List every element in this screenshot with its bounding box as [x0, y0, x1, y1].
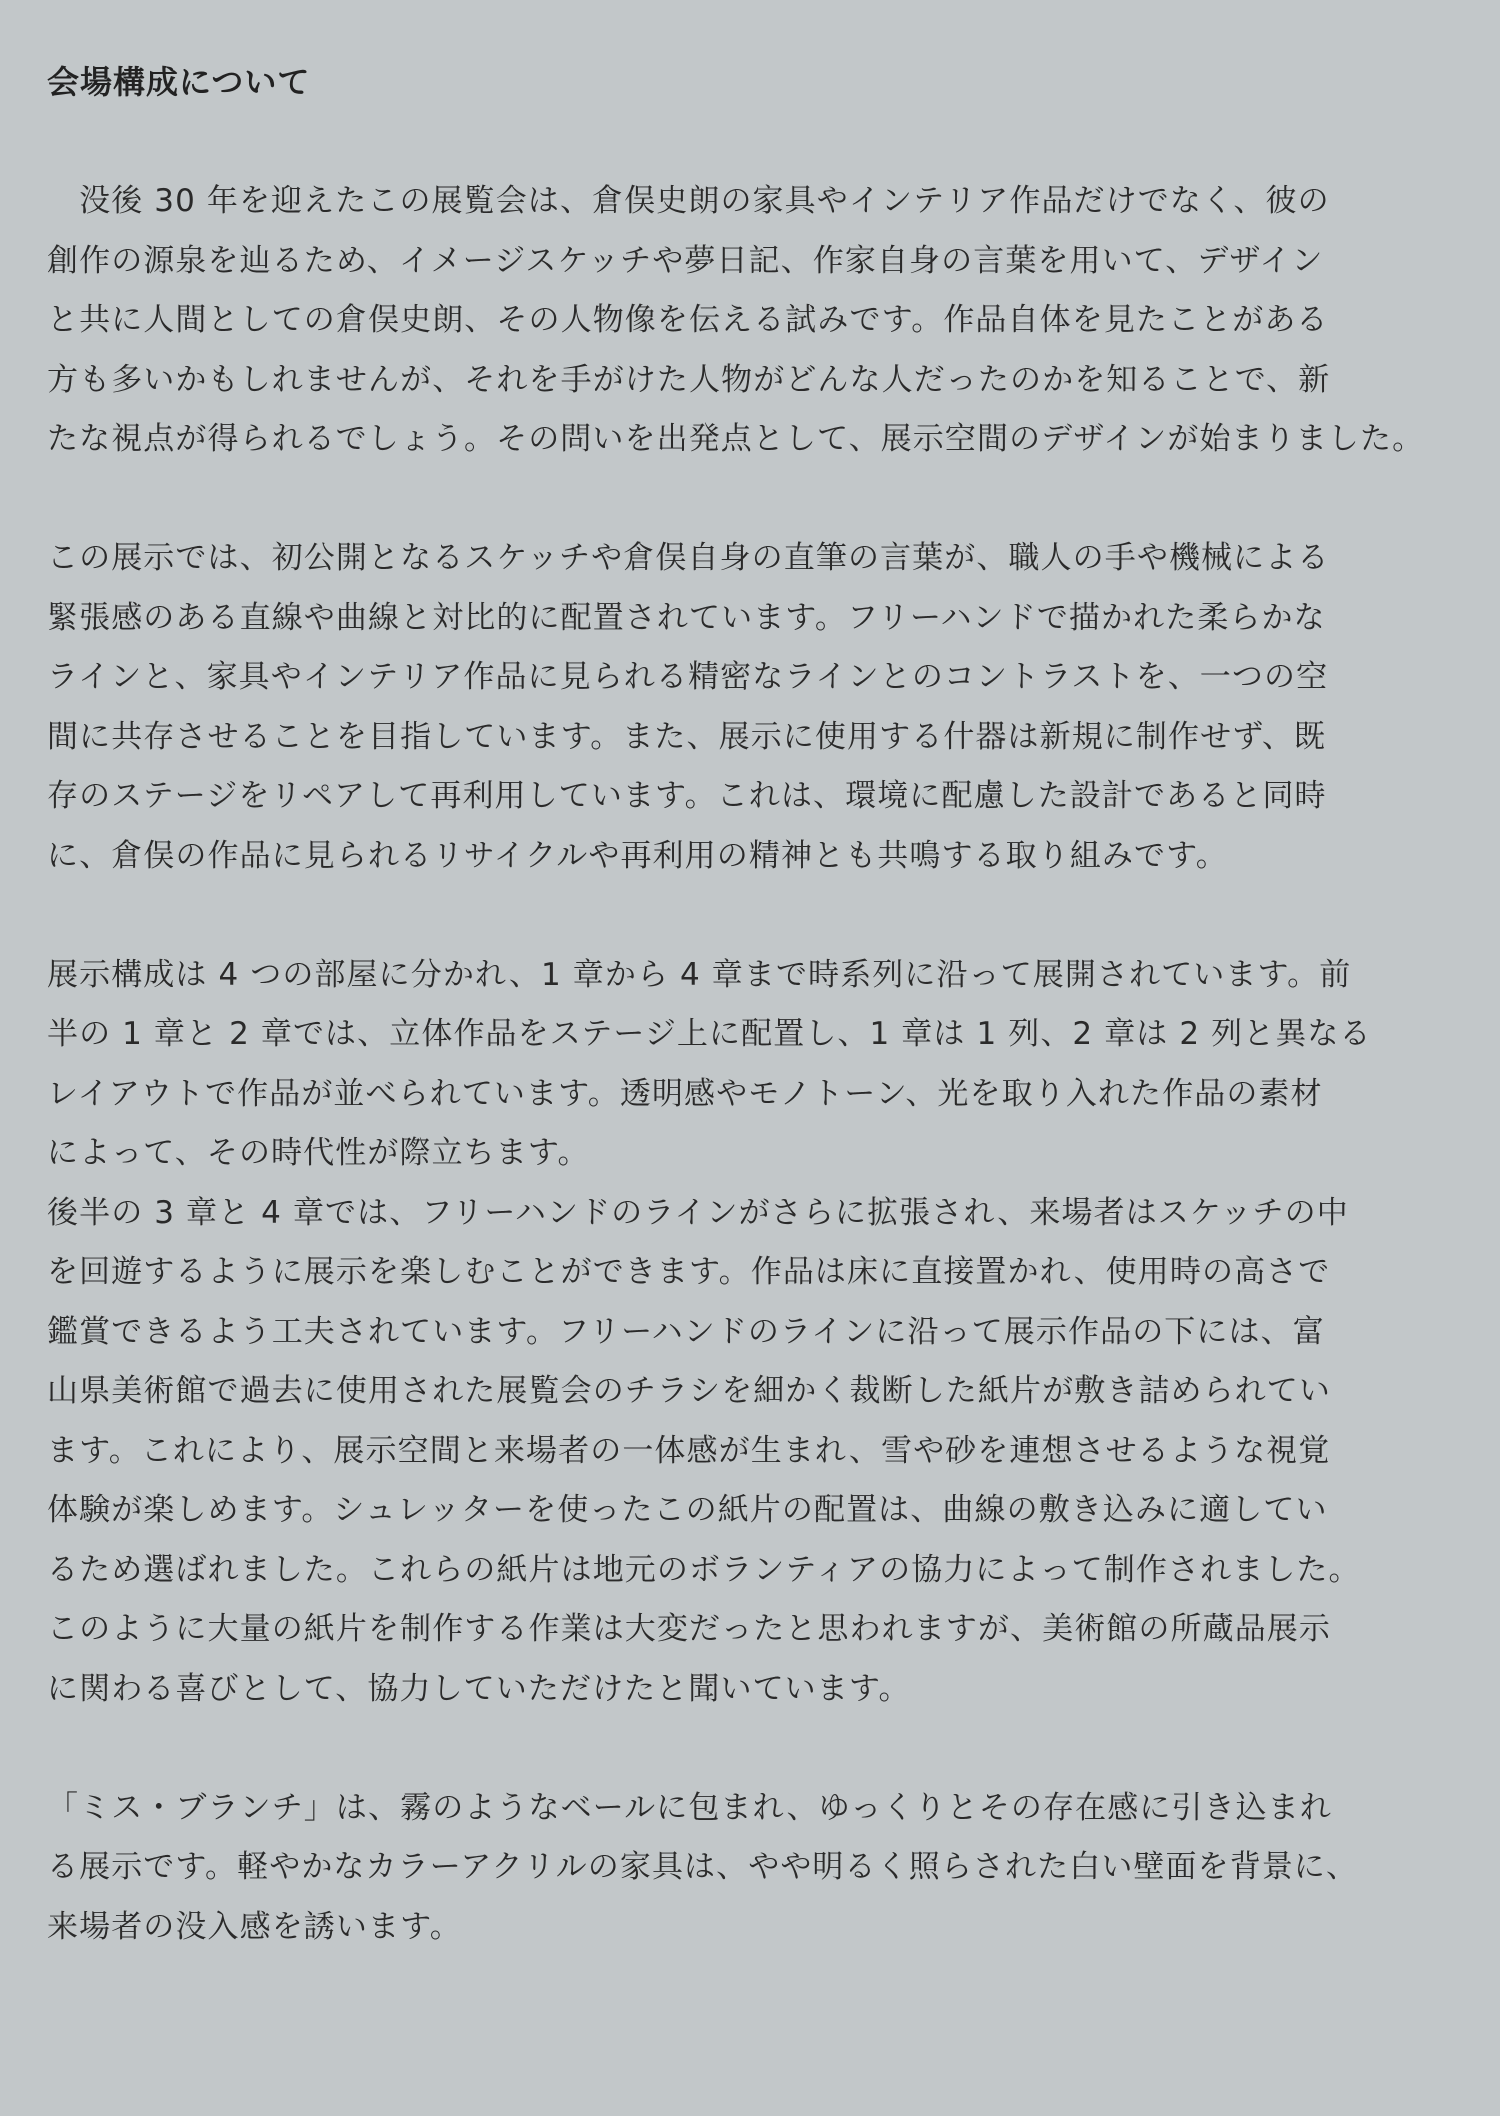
text-line: 半の 1 章と 2 章では、立体作品をステージ上に配置し、1 章は 1 列、2 章は 2 列と異なる: [47, 1016, 1372, 1052]
text-line: 方も多いかもしれませんが、それを手がけた人物がどんな人だったのかを知ることで、新: [47, 361, 1331, 398]
text-line: 展示構成は 4 つの部屋に分かれ、1 章から 4 章まで時系列に沿って展開されています。前: [47, 956, 1352, 993]
document-page: [47, 56, 1467, 1957]
text-line: によって、その時代性が際立ちます。: [47, 1135, 590, 1171]
paragraph-exhibit-structure: [47, 946, 1467, 1720]
text-line: このように大量の紙片を制作する作業は大変だったと思われますが、美術館の所蔵品展示: [47, 1611, 1331, 1647]
text-line: 体験が楽しめます。シュレッターを使ったこの紙片の配置は、曲線の敷き込みに適してい: [47, 1492, 1328, 1528]
text-line: 創作の源泉を辿るため、イメージスケッチや夢日記、作家自身の言葉を用いて、デザイン: [47, 242, 1324, 279]
text-line: たな視点が得られるでしょう。その問いを出発点として、展示空間のデザインが始まりました。: [47, 421, 1425, 457]
text-line: 存のステージをリペアして再利用しています。これは、環境に配慮した設計であると同時: [47, 778, 1327, 814]
paragraph-spacer: [47, 470, 1467, 530]
title-spacer: [47, 108, 1467, 172]
paragraph-intro: [47, 172, 1467, 470]
text-line: 緊張感のある直線や曲線と対比的に配置されています。フリーハンドで描かれた柔らかな: [47, 599, 1326, 636]
text-line: と共に人間としての倉俣史朗、その人物像を伝える試みです。作品自体を見たことがある: [47, 302, 1329, 338]
text-line: 没後 30 年を迎えたこの展覧会は、倉俣史朗の家具やインテリア作品だけでなく、彼の: [47, 183, 1330, 219]
text-line: 「ミス・ブランチ」は、霧のようなベールに包まれ、ゆっくりとその存在感に引き込まれ: [47, 1789, 1332, 1826]
text-line: 間に共存させることを目指しています。また、展示に使用する什器は新規に制作せず、既: [47, 718, 1327, 755]
paragraph-spacer: [47, 1719, 1467, 1779]
text-line: るため選ばれました。これらの紙片は地元のボランティアの協力によって制作されました。: [47, 1551, 1361, 1588]
text-line: 来場者の没入感を誘います。: [47, 1908, 462, 1945]
text-line: に、倉俣の作品に見られるリサイクルや再利用の精神とも共鳴する取り組みです。: [47, 837, 1228, 874]
paragraph-miss-blanche: [47, 1779, 1467, 1958]
text-line: ラインと、家具やインテリア作品に見られる精密なラインとのコントラストを、一つの空: [47, 659, 1329, 695]
text-line: 山県美術館で過去に使用された展覧会のチラシを細かく裁断した紙片が敷き詰められてい: [47, 1373, 1331, 1409]
paragraph-exhibit-concept: [47, 529, 1467, 886]
text-line: 鑑賞できるよう工夫されています。フリーハンドのラインに沿って展示作品の下には、富: [47, 1313, 1325, 1350]
text-line: この展示では、初公開となるスケッチや倉俣自身の直筆の言葉が、職人の手や機械による: [47, 540, 1330, 576]
text-line: を回遊するように展示を楽しむことができます。作品は床に直接置かれ、使用時の高さで: [47, 1254, 1331, 1290]
text-line: 後半の 3 章と 4 章では、フリーハンドのラインがさらに拡張され、来場者はスケッチの中: [47, 1194, 1349, 1231]
text-line: に関わる喜びとして、協力していただけたと聞いています。: [47, 1670, 911, 1707]
text-line: る展示です。軽やかなカラーアクリルの家具は、やや明るく照らされた白い壁面を背景に、: [47, 1849, 1359, 1885]
document-title: 会場構成について: [47, 63, 311, 101]
paragraph-spacer: [47, 886, 1467, 946]
text-line: レイアウトで作品が並べられています。透明感やモノトーン、光を取り入れた作品の素材: [47, 1075, 1323, 1112]
text-line: ます。これにより、展示空間と来場者の一体感が生まれ、雪や砂を連想させるような視覚: [47, 1432, 1331, 1469]
